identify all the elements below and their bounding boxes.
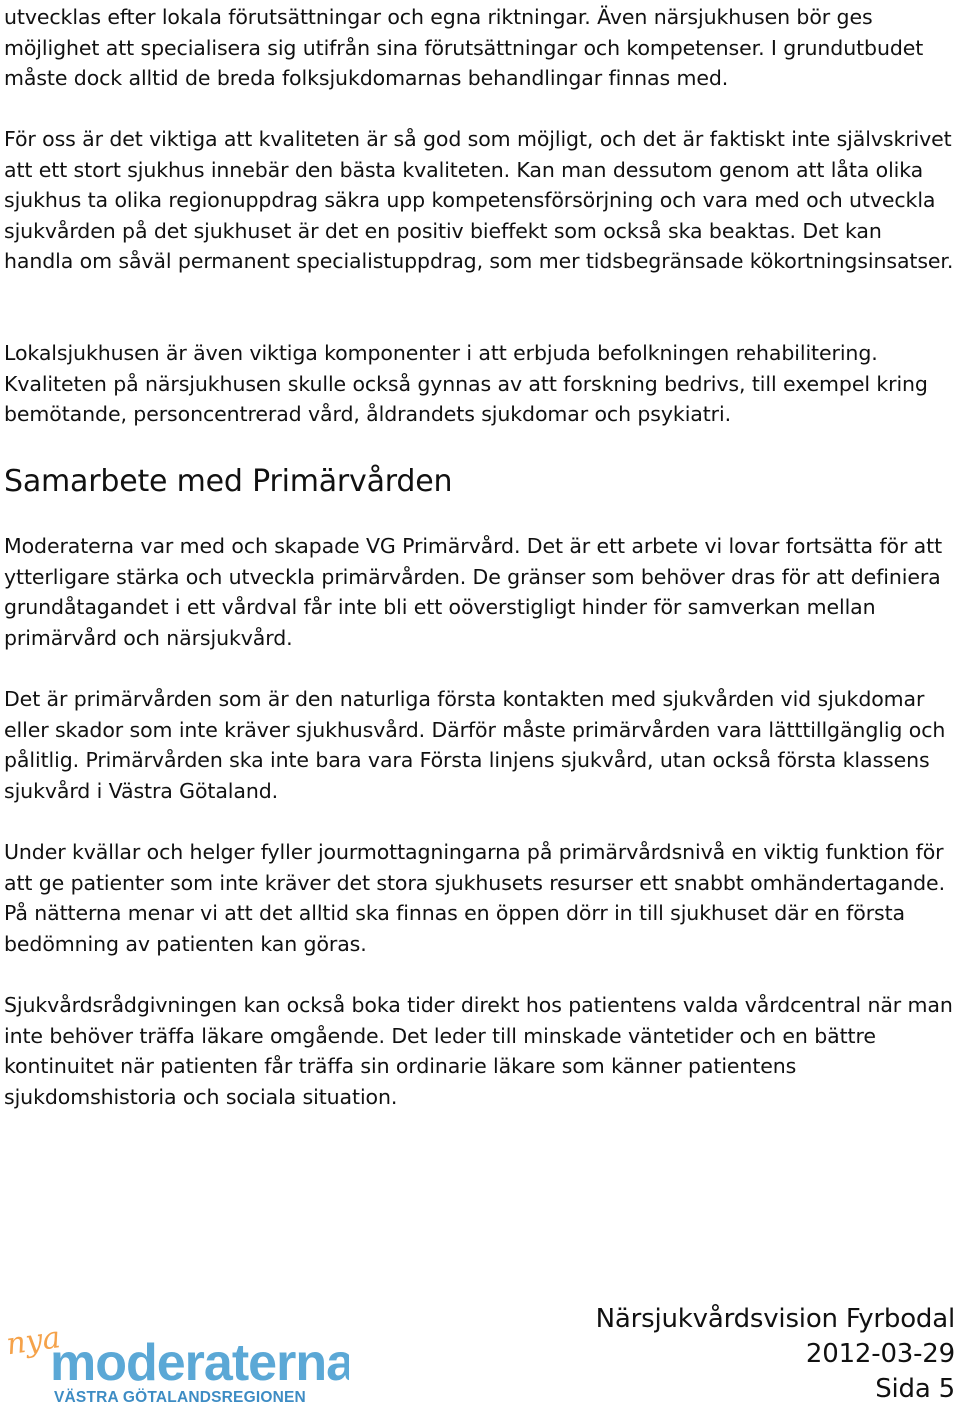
page-footer — [596, 1302, 955, 1407]
paragraph-first-contact: Det är primärvården som är den naturliga första kontakten med sjukvården vid sjukdomar eller skador som inte kräver sjukhusvård. Därför måste primärvården vara lätttillgänglig och pålitlig. Primärvården ska inte bara vara Första linjens sjukvård, utan också första klassens sjukvård i Västra Götaland. — [4, 687, 946, 803]
svg-text:VÄSTRA GÖTALANDSREGIONEN: VÄSTRA GÖTALANDSREGIONEN — [54, 1389, 306, 1405]
svg-text:nya: nya — [4, 1320, 63, 1363]
paragraph-specialization: utvecklas efter lokala förutsättningar och egna riktningar. Även närsjukhusen bör ges möjlighet att specialisera sig utifrån sina förutsättningar och kompetenser. I grundutbudet måste dock alltid de breda folksjukdomarnas behandlingar finnas med. — [4, 5, 924, 91]
svg-text:moderaterna: moderaterna — [50, 1334, 349, 1392]
paragraph-advice-line: Sjukvårdsrådgivningen kan också boka tider direkt hos patientens valda vårdcentral när man inte behöver träffa läkare omgående. Det leder till minskade väntetider och en bättre kontinuitet när patienten får träffa sin ordinarie läkare som känner patientens sjukdomshistoria och sociala situation. — [4, 993, 953, 1109]
footer-page-number: Sida 5 — [875, 1374, 955, 1404]
section-heading: Samarbete med Primärvården — [4, 464, 453, 499]
paragraph-rehabilitation: Lokalsjukhusen är även viktiga komponenter i att erbjuda befolkningen rehabilitering. Kvaliteten på närsjukhusen skulle också gynnas av att forskning bedrivs, till exempel kring bemötande, personcentrerad vård, åldrandets sjukdomar och psykiatri. — [4, 341, 928, 427]
paragraph-quality: För oss är det viktiga att kvaliteten är så god som möjligt, och det är faktiskt inte självskrivet att ett stort sjukhus innebär den bästa kvaliteten. Kan man dessutom genom att låta olika sjukhus ta olika regionuppdrag säkra upp kompetensförsörjning och vara med och utveckla sjukvården på det sjukhuset är det en positiv bieffekt som också ska beaktas. Det kan handla om såväl permanent specialistuppdrag, som mer tidsbegränsade kökortningsinsatser. — [4, 127, 954, 274]
paragraph-vg-primarvard: Moderaterna var med och skapade VG Primärvård. Det är ett arbete vi lovar fortsätta för att ytterligare stärka och utveckla primärvården. De gränser som behöver dras för att definiera grundåtagandet i ett vårdval får inte bli ett oöverstigligt hinder för samverkan mellan primärvård och närsjukvård. — [4, 534, 943, 650]
paragraph-evening-care: Under kvällar och helger fyller jourmottagningarna på primärvårdsnivå en viktig funktion för att ge patienter som inte kräver det stora sjukhusets resurser ett snabbt omhändertagande. På nätterna menar vi att det alltid ska finnas en öppen dörr in till sjukhuset där en första bedömning av patienten kan göras. — [4, 840, 945, 956]
nya-moderaterna-logo — [4, 1310, 349, 1405]
footer-document-title: Närsjukvårdsvision Fyrbodal — [595, 1304, 955, 1334]
footer-date: 2012-03-29 — [805, 1339, 955, 1369]
